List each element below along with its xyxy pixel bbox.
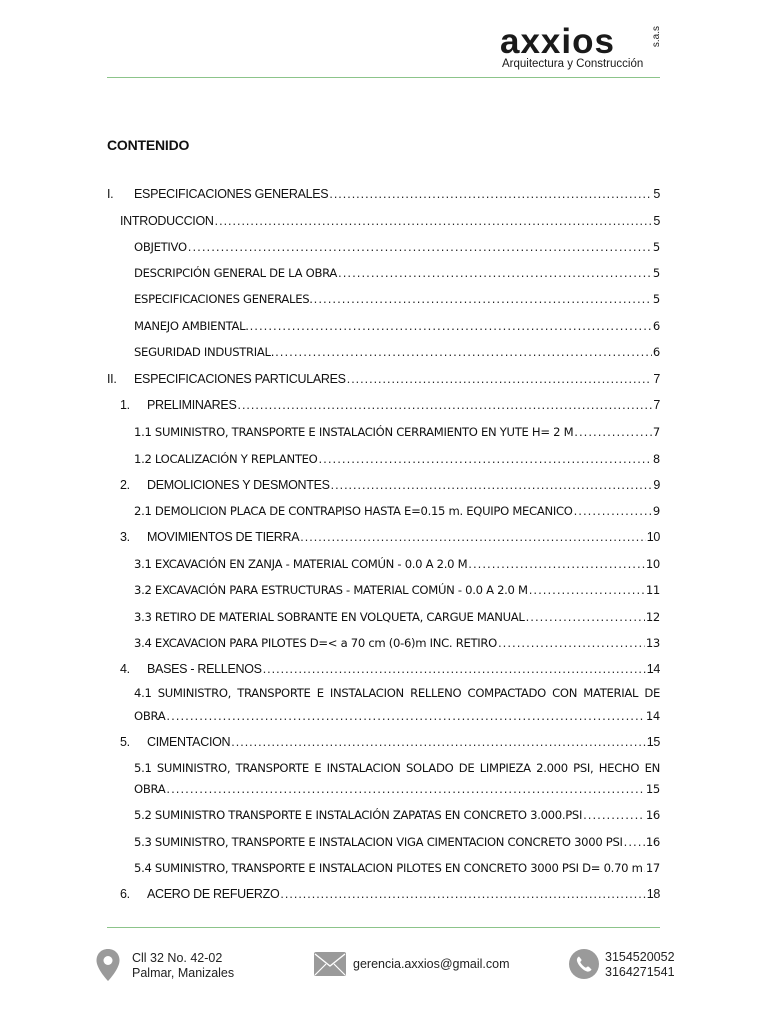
toc-entry-title: SEGURIDAD INDUSTRIAL.: [134, 345, 275, 359]
toc-entry-page: 5: [652, 240, 660, 254]
dot-leader: [166, 781, 644, 797]
toc-entry-page: 5: [652, 292, 660, 306]
toc-entry-title: 3.3 RETIRO DE MATERIAL SOBRANTE EN VOLQUETA, CARGUE MANUAL: [134, 610, 525, 624]
phone-number-1[interactable]: 3154520052: [605, 950, 675, 964]
dot-leader: [644, 860, 645, 876]
toc-entry[interactable]: [134, 318, 660, 334]
toc-entry[interactable]: [134, 424, 660, 440]
toc-entry[interactable]: [134, 265, 660, 281]
toc-entry-page: 8: [652, 452, 660, 466]
logo-suffix: s.a.s: [651, 26, 662, 48]
toc-entry[interactable]: [134, 609, 660, 625]
footer-phones: [605, 950, 675, 980]
toc-entry-page: 5: [653, 187, 660, 201]
toc-entry[interactable]: [134, 708, 660, 724]
dot-leader: [529, 582, 645, 598]
dot-leader: [331, 477, 653, 493]
toc-entry-title: DESCRIPCIÓN GENERAL DE LA OBRA: [134, 266, 338, 280]
toc-entry[interactable]: [134, 371, 660, 387]
toc-entry[interactable]: [134, 556, 660, 572]
toc-entry-page: 6: [652, 345, 660, 359]
toc-entry-page: 10: [646, 530, 660, 544]
page-title: CONTENIDO: [107, 137, 190, 153]
toc-entry-page: 14: [646, 662, 660, 676]
toc-entry[interactable]: [134, 186, 660, 202]
dot-leader: [583, 807, 645, 823]
toc-entry[interactable]: [147, 529, 660, 545]
toc-entry-number: 5.: [120, 735, 130, 749]
toc-entry-page: 17: [645, 861, 660, 875]
toc-entry[interactable]: [134, 239, 660, 255]
toc-entry-page: 18: [646, 887, 660, 901]
toc-entry[interactable]: [134, 344, 660, 360]
toc-entry-page: 16: [645, 808, 660, 822]
toc-entry-line-1[interactable]: 5.1 SUMINISTRO, TRANSPORTE E INSTALACION SOLADO DE LIMPIEZA 2.000 PSI, HECHO EN: [134, 761, 660, 775]
header-divider: [107, 77, 660, 78]
toc-entry-title: DEMOLICIONES Y DESMONTES: [147, 478, 330, 492]
dot-leader: [526, 609, 645, 625]
toc-entry-title: BASES - RELLENOS: [147, 662, 262, 676]
toc-entry-number: II.: [107, 372, 117, 386]
toc-entry-title: MOVIMIENTOS DE TIERRA: [147, 530, 300, 544]
toc-entry-title: 1.1 SUMINISTRO, TRANSPORTE E INSTALACIÓN CERRAMIENTO EN YUTE H= 2 M: [134, 425, 574, 439]
logo-wordmark: axxios: [500, 22, 615, 61]
toc-entry-number: 4.: [120, 662, 130, 676]
toc-entry[interactable]: [147, 734, 660, 750]
dot-leader: [280, 886, 645, 902]
dot-leader: [468, 556, 645, 572]
toc-entry-line-1[interactable]: 4.1 SUMINISTRO, TRANSPORTE E INSTALACION RELLENO COMPACTADO CON MATERIAL DE: [134, 686, 660, 700]
address-line-1: Cll 32 No. 42-02: [132, 951, 223, 965]
phone-number-2[interactable]: 3164271541: [605, 965, 675, 979]
toc-entry-page: 10: [645, 557, 660, 571]
toc-entry-title: ESPECIFICACIONES PARTICULARES: [134, 372, 346, 386]
toc-entry-number: 3.: [120, 530, 130, 544]
toc-entry[interactable]: [134, 834, 660, 850]
toc-entry-title: ESPECIFICACIONES GENERALES.: [134, 292, 313, 306]
toc-entry[interactable]: [147, 397, 660, 413]
toc-entry[interactable]: [134, 781, 660, 797]
toc-entry-page: 12: [645, 610, 660, 624]
dot-leader: [347, 371, 653, 387]
toc-entry-title: ACERO DE REFUERZO: [147, 887, 280, 901]
dot-leader: [498, 635, 645, 651]
toc-entry-title: 3.1 EXCAVACIÓN EN ZANJA - MATERIAL COMÚN - 0.0 A 2.0 M: [134, 557, 468, 571]
toc-entry-page: 9: [652, 504, 660, 518]
toc-entry-title: 2.1 DEMOLICION PLACA DE CONTRAPISO HASTA E=0.15 m. EQUIPO MECANICO: [134, 504, 573, 518]
footer-divider: [107, 927, 660, 928]
toc-entry-title: MANEJO AMBIENTAL.: [134, 319, 249, 333]
dot-leader: [263, 661, 646, 677]
dot-leader: [231, 734, 645, 750]
toc-entry-title: PRELIMINARES: [147, 398, 237, 412]
toc-entry-page: 13: [645, 636, 660, 650]
footer-email[interactable]: gerencia.axxios@gmail.com: [353, 957, 510, 971]
toc-entry-page: 9: [653, 478, 660, 492]
toc-entry-page: 15: [645, 782, 660, 796]
envelope-icon: [314, 952, 346, 976]
toc-entry[interactable]: [147, 886, 660, 902]
toc-entry-title: CIMENTACION: [147, 735, 231, 749]
toc-entry-page: 7: [653, 398, 660, 412]
toc-entry-number: 2.: [120, 478, 130, 492]
toc-entry-title: 5.2 SUMINISTRO TRANSPORTE E INSTALACIÓN ZAPATAS EN CONCRETO 3.000.PSI: [134, 808, 583, 822]
dot-leader: [237, 397, 652, 413]
location-pin-icon: [95, 948, 121, 982]
toc-entry-title: 3.2 EXCAVACIÓN PARA ESTRUCTURAS - MATERIAL COMÚN - 0.0 A 2.0 M: [134, 583, 528, 597]
toc-entry[interactable]: [134, 807, 660, 823]
dot-leader: [188, 239, 652, 255]
toc-entry-number: I.: [107, 187, 114, 201]
toc-entry[interactable]: [147, 477, 660, 493]
toc-entry-title: 3.4 EXCAVACION PARA PILOTES D=< a 70 cm (0-6)m INC. RETIRO: [134, 636, 497, 650]
dot-leader: [329, 186, 652, 202]
dot-leader: [215, 213, 653, 229]
company-logo: [500, 24, 670, 74]
dot-leader: [624, 834, 645, 850]
dot-leader: [574, 503, 652, 519]
toc-entry-number: 6.: [120, 887, 130, 901]
dot-leader: [250, 318, 652, 334]
toc-entry-title: OBRA: [134, 709, 166, 723]
toc-entry-title: 5.3 SUMINISTRO, TRANSPORTE E INSTALACION VIGA CIMENTACION CONCRETO 3000 PSI: [134, 835, 623, 849]
toc-entry[interactable]: [134, 582, 660, 598]
toc-entry[interactable]: [134, 860, 660, 876]
toc-entry-page: 7: [653, 372, 660, 386]
dot-leader: [275, 344, 652, 360]
toc-entry-page: 16: [645, 835, 660, 849]
dot-leader: [574, 424, 652, 440]
toc-entry-title: OBJETIVO: [134, 240, 187, 254]
toc-entry-title: INTRODUCCION: [120, 214, 214, 228]
toc-entry-page: 5: [653, 214, 660, 228]
phone-icon: [569, 949, 599, 979]
dot-leader: [338, 265, 652, 281]
dot-leader: [300, 529, 645, 545]
toc-entry-title: OBRA: [134, 782, 166, 796]
dot-leader: [166, 708, 644, 724]
toc-entry-page: 11: [645, 583, 660, 597]
toc-entry-page: 5: [652, 266, 660, 280]
dot-leader: [314, 291, 652, 307]
toc-entry-page: 15: [646, 735, 660, 749]
dot-leader: [318, 451, 651, 467]
footer-address: [132, 951, 234, 981]
toc-entry[interactable]: [147, 661, 660, 677]
address-line-2: Palmar, Manizales: [132, 966, 235, 980]
toc-entry[interactable]: [134, 451, 660, 467]
toc-entry[interactable]: [120, 213, 660, 229]
logo-tagline: Arquitectura y Construcción: [502, 58, 644, 70]
toc-entry-number: 1.: [120, 398, 130, 412]
toc-entry[interactable]: [134, 503, 660, 519]
toc-entry-title: 5.4 SUMINISTRO, TRANSPORTE E INSTALACION PILOTES EN CONCRETO 3000 PSI D= 0.70 m: [134, 861, 643, 875]
toc-entry-page: 7: [652, 425, 660, 439]
toc-entry[interactable]: [134, 291, 660, 307]
toc-entry-page: 6: [652, 319, 660, 333]
toc-entry-title: ESPECIFICACIONES GENERALES: [134, 187, 329, 201]
toc-entry[interactable]: [134, 635, 660, 651]
toc-entry-page: 14: [645, 709, 660, 723]
toc-entry-title: 1.2 LOCALIZACIÓN Y REPLANTEO: [134, 452, 318, 466]
